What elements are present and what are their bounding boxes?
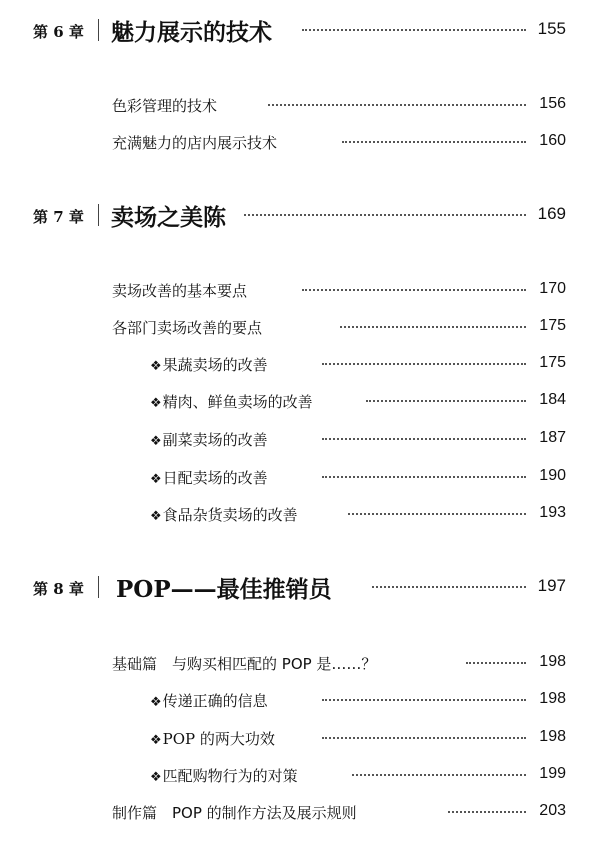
subentry-text: 匹配购物行为的对策	[162, 767, 298, 785]
dot-leader	[372, 586, 526, 588]
page-number: 197	[537, 576, 566, 595]
chapter-7-heading	[0, 199, 600, 229]
diamond-bullet-icon: ❖	[150, 359, 162, 374]
diamond-bullet-icon: ❖	[150, 396, 162, 411]
chapter-title: 魅力展示的技术	[111, 19, 272, 46]
page-number: 156	[539, 95, 566, 112]
dot-leader	[322, 699, 526, 701]
chapter-title: 卖场之美陈	[111, 204, 226, 231]
page-number: 175	[539, 317, 566, 334]
page-number: 199	[539, 765, 566, 782]
page-number: 187	[539, 429, 566, 446]
dot-leader	[322, 737, 526, 739]
entry-title: 色彩管理的技术	[112, 97, 218, 115]
entry-title: 制作篇 POP 的制作方法及展示规则	[112, 804, 357, 822]
subentry-title	[150, 354, 268, 375]
dot-leader	[322, 476, 526, 478]
subentry-title	[150, 690, 268, 711]
page-number: 190	[539, 467, 566, 484]
entry-title: 各部门卖场改善的要点	[112, 319, 263, 337]
dot-leader	[322, 438, 526, 440]
toc-subentry	[0, 423, 600, 453]
entry-title: 充满魅力的店内展示技术	[112, 134, 278, 152]
dot-leader	[448, 811, 526, 813]
dot-leader	[244, 214, 526, 216]
chapter-label: 第 7 章	[33, 208, 84, 226]
diamond-bullet-icon: ❖	[150, 770, 162, 785]
chapter-label: 第 8 章	[33, 580, 84, 598]
chapter-divider	[98, 204, 99, 226]
toc-subentry	[0, 348, 600, 378]
toc-entry	[0, 647, 600, 677]
chapter-6-heading	[0, 14, 600, 44]
dot-leader	[302, 289, 526, 291]
entry-title: 基础篇 与购买相匹配的 POP 是……？	[112, 655, 377, 673]
chapter-8-heading	[0, 571, 600, 601]
toc-entry	[0, 126, 600, 156]
page-number: 160	[539, 132, 566, 149]
toc-subentry	[0, 684, 600, 714]
dot-leader	[466, 662, 526, 664]
dot-leader	[340, 326, 526, 328]
subentry-title	[150, 765, 298, 786]
page-number: 193	[539, 504, 566, 521]
dot-leader	[352, 774, 526, 776]
subentry-title	[150, 728, 275, 749]
chapter-divider	[98, 576, 99, 598]
toc-subentry	[0, 461, 600, 491]
page-number: 203	[539, 802, 566, 819]
dot-leader	[302, 29, 526, 31]
subentry-text: 果蔬卖场的改善	[162, 356, 268, 374]
subentry-text: 精肉、鲜鱼卖场的改善	[162, 393, 313, 411]
toc-subentry	[0, 385, 600, 415]
page-number: 175	[539, 354, 566, 371]
toc-entry	[0, 274, 600, 304]
subentry-text: 传递正确的信息	[162, 692, 268, 710]
toc-subentry	[0, 722, 600, 752]
subentry-title	[150, 429, 268, 450]
chapter-divider	[98, 19, 99, 41]
subentry-title	[150, 504, 298, 525]
page-number: 198	[539, 690, 566, 707]
subentry-title	[150, 391, 313, 412]
diamond-bullet-icon: ❖	[150, 509, 162, 524]
diamond-bullet-icon: ❖	[150, 434, 162, 449]
subentry-text: 日配卖场的改善	[162, 469, 268, 487]
diamond-bullet-icon: ❖	[150, 733, 162, 748]
chapter-label: 第 6 章	[33, 23, 84, 41]
page-number: 169	[537, 204, 566, 223]
entry-title: 卖场改善的基本要点	[112, 282, 248, 300]
toc-entry	[0, 796, 600, 826]
diamond-bullet-icon: ❖	[150, 695, 162, 710]
page-number: 198	[539, 653, 566, 670]
dot-leader	[268, 104, 526, 106]
page-number: 198	[539, 728, 566, 745]
subentry-title	[150, 467, 268, 488]
toc-entry	[0, 311, 600, 341]
page-number: 184	[539, 391, 566, 408]
subentry-text: 副菜卖场的改善	[162, 431, 268, 449]
toc-subentry	[0, 759, 600, 789]
dot-leader	[348, 513, 526, 515]
toc-entry	[0, 89, 600, 119]
chapter-title: POP——最佳推销员	[116, 576, 332, 603]
page-number: 170	[539, 280, 566, 297]
dot-leader	[342, 141, 526, 143]
diamond-bullet-icon: ❖	[150, 472, 162, 487]
subentry-text: POP 的两大功效	[162, 730, 275, 748]
dot-leader	[366, 400, 526, 402]
subentry-text: 食品杂货卖场的改善	[162, 506, 298, 524]
dot-leader	[322, 363, 526, 365]
page-number: 155	[537, 19, 566, 38]
toc-subentry	[0, 498, 600, 528]
